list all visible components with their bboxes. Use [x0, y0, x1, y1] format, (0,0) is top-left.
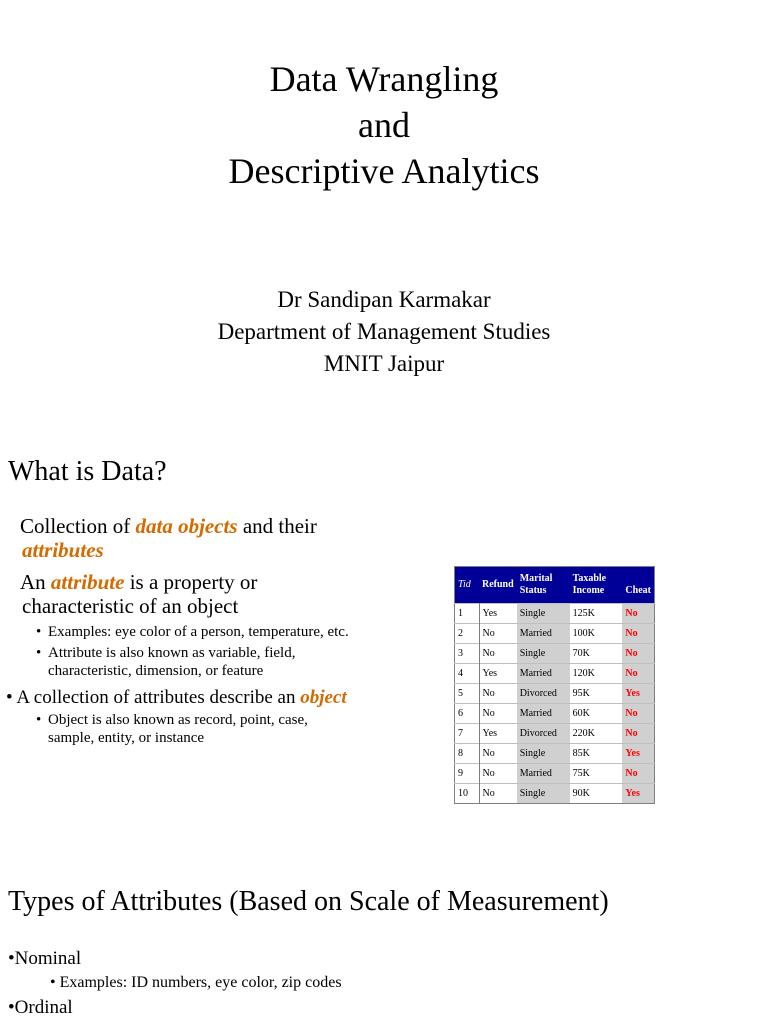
sub-bullet-also-known [36, 644, 348, 680]
table-cell: 5 [455, 684, 480, 704]
table-row [455, 664, 655, 684]
table-cell: 85K [570, 744, 623, 764]
title-line-1: Data Wrangling [269, 59, 499, 99]
table-cell: No [479, 644, 517, 664]
table-cell: No [479, 684, 517, 704]
author-department: Department of Management Studies [217, 319, 551, 344]
table-cell: Single [517, 744, 570, 764]
table-cell: 7 [455, 724, 480, 744]
table-cell: 6 [455, 704, 480, 724]
header-marital-status: Marital Status [517, 567, 570, 604]
sub-bullet-object-known [36, 711, 348, 747]
table-cell: Single [517, 784, 570, 804]
data-table [454, 566, 655, 804]
table-cell: No [479, 704, 517, 724]
table-cell: 90K [570, 784, 623, 804]
table-cell: No [622, 644, 654, 664]
bullet-text: A collection of attributes describe an [16, 687, 301, 708]
table-cell: 100K [570, 624, 623, 644]
sub-bullet-text: Attribute is also known as variable, field, characteristic, dimension, or feature [48, 645, 296, 679]
author-info [0, 284, 768, 380]
header-taxable-income: Taxable Income [570, 567, 623, 604]
table-cell: Divorced [517, 724, 570, 744]
bullet-text-line2: characteristic of an object [22, 594, 239, 618]
bullet-dot-icon: • [36, 624, 42, 640]
table-cell: 9 [455, 764, 480, 784]
highlight-data-objects: data objects [135, 514, 238, 538]
table-row [455, 784, 655, 804]
slide-heading-types-of-attributes: Types of Attributes (Based on Scale of Measurement) [8, 886, 609, 917]
bullet-object [6, 686, 347, 710]
table-row [455, 684, 655, 704]
list-item-label: Nominal [14, 948, 82, 969]
table-cell: Yes [479, 724, 517, 744]
bullet-text: An [20, 570, 51, 594]
table-cell: 2 [455, 624, 480, 644]
highlight-object: object [300, 687, 347, 708]
list-item-nominal [8, 948, 81, 970]
table-cell: No [622, 704, 654, 724]
sub-bullet-text: Examples: eye color of a person, temperature, etc. [48, 624, 349, 640]
table-cell: No [479, 784, 517, 804]
bullet-dot-icon: • [36, 712, 42, 728]
table-cell: Yes [479, 664, 517, 684]
author-name: Dr Sandipan Karmakar [277, 287, 491, 312]
table-cell: No [479, 624, 517, 644]
table-cell: 4 [455, 664, 480, 684]
table-cell: 125K [570, 604, 623, 624]
table-cell: Single [517, 604, 570, 624]
table-cell: Yes [622, 744, 654, 764]
table-cell: No [622, 724, 654, 744]
table-cell: Married [517, 664, 570, 684]
table-cell: 95K [570, 684, 623, 704]
author-institution: MNIT Jaipur [323, 351, 445, 376]
bullet-data-objects [6, 514, 317, 562]
table-cell: 10 [455, 784, 480, 804]
table-row [455, 604, 655, 624]
table-cell: No [622, 624, 654, 644]
table-cell: No [622, 604, 654, 624]
table-cell: 1 [455, 604, 480, 624]
table-cell: Yes [622, 784, 654, 804]
title-line-2: and [358, 105, 410, 145]
table-cell: No [622, 764, 654, 784]
bullet-text: Collection of [20, 514, 136, 538]
table-cell: 220K [570, 724, 623, 744]
table-row [455, 764, 655, 784]
title-line-3: Descriptive Analytics [228, 151, 540, 191]
table-cell: Married [517, 704, 570, 724]
bullet-dot-icon: • [8, 948, 15, 969]
header-tid: Tid [455, 567, 480, 604]
table-row [455, 744, 655, 764]
bullet-dot-icon: • [8, 997, 15, 1018]
table-cell: 120K [570, 664, 623, 684]
table-cell: Yes [622, 684, 654, 704]
table-row [455, 624, 655, 644]
bullet-attribute [6, 570, 257, 618]
table-cell: 3 [455, 644, 480, 664]
table-cell: Yes [479, 604, 517, 624]
table-cell: 60K [570, 704, 623, 724]
sub-bullet-examples [36, 623, 378, 641]
list-item-label: Ordinal [14, 997, 73, 1018]
bullet-dot-icon: • [36, 645, 42, 661]
table-cell: No [479, 744, 517, 764]
table-row [455, 704, 655, 724]
highlight-attribute: attribute [50, 570, 125, 594]
table-cell: 8 [455, 744, 480, 764]
table-row [455, 724, 655, 744]
bullet-text: and their [237, 514, 317, 538]
header-cheat: Cheat [622, 567, 654, 604]
table-row [455, 644, 655, 664]
table-cell: Single [517, 644, 570, 664]
bullet-dot-icon: • [50, 974, 60, 991]
table-cell: 70K [570, 644, 623, 664]
header-refund: Refund [479, 567, 517, 604]
table-cell: No [622, 664, 654, 684]
table-cell: Divorced [517, 684, 570, 704]
sub-bullet-text: Object is also known as record, point, case, sample, entity, or instance [48, 712, 308, 746]
highlight-attributes: attributes [22, 538, 104, 562]
slide-heading-what-is-data: What is Data? [8, 456, 167, 487]
table-cell: Married [517, 764, 570, 784]
sub-item-nominal-examples [50, 974, 342, 992]
table-header-row [455, 567, 655, 604]
table-cell: Married [517, 624, 570, 644]
table-cell: No [479, 764, 517, 784]
bullet-text: is a property or [124, 570, 258, 594]
bullet-dot-icon: • [6, 687, 17, 708]
list-item-ordinal [8, 997, 73, 1019]
title-slide [0, 56, 768, 194]
table-cell: 75K [570, 764, 623, 784]
sub-item-text: Examples: ID numbers, eye color, zip codes [59, 974, 342, 991]
